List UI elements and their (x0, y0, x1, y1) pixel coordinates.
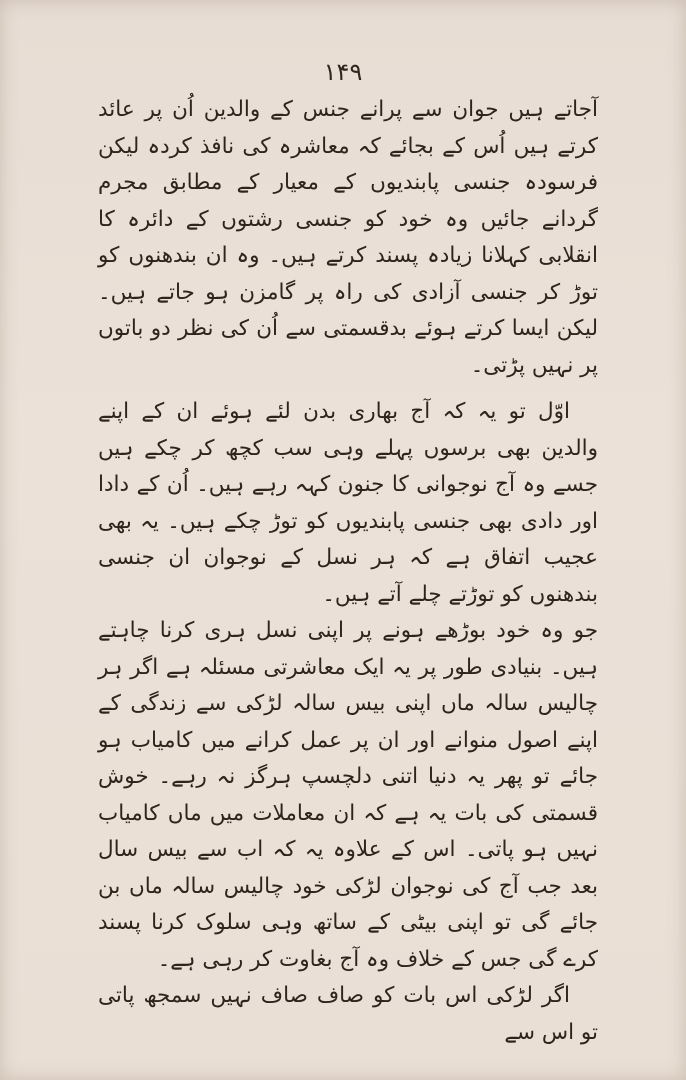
paragraph-1: آجاتے ہیں جوان سے پرانے جنس کے والدین اُن پر عائد کرتے ہیں اُس کے بجائے کہ معاشرہ کی نافذ کردہ لیکن فرسودہ جنسی پابندیوں کے معیار کے مطابق مجرم گردانے جائیں وہ خود کو جنسی رشتوں کے دائرہ کا انقلابی کہلانا زیادہ پسند کرتے ہیں۔ وہ ان بندھنوں کو توڑ کر جنسی آزادی کی راہ پر گامزن ہو جاتے ہیں۔ لیکن ایسا کرتے ہوئے بدقسمتی سے اُن کی نظر دو باتوں پر نہیں پڑتی۔ (98, 97, 598, 378)
page-number: ۱۴۹ (323, 58, 363, 86)
paragraph-3: جو وہ خود بوڑھے ہونے پر اپنی نسل ہری کرنا چاہتے ہیں۔ بنیادی طور پر یہ ایک معاشرتی مسئلہ ہے اگر ہر چالیس سالہ ماں اپنی بیس سالہ لڑکی سے زندگی کے اپنے اصول منوانے اور ان پر عمل کرانے میں کامیاب ہو جائے تو پھر یہ دنیا اتنی دلچسپ ہرگز نہ رہے۔ خوش قسمتی کی بات یہ ہے کہ ان معاملات میں ماں کامیاب نہیں ہو پاتی۔ اس کے علاوہ یہ کہ اب سے بیس سال بعد جب آج کی نوجوان لڑکی خود چالیس سالہ ماں بن جائے گی تو اپنی بیٹی کے ساتھ وہی سلوک کرنا پسند کرے گی جس کے خلاف وہ آج بغاوت کر رہی ہے۔ (98, 618, 598, 972)
paragraph-2: اوّل تو یہ کہ آج بھاری بدن لئے ہوئے ان کے اپنے والدین بھی برسوں پہلے وہی سب کچھ کر چکے ہیں جسے وہ آج نوجوانی کا جنون کہہ رہے ہیں۔ اُن کے دادا اور دادی بھی جنسی پابندیوں کو توڑ چکے ہیں۔ یہ بھی عجیب اتفاق ہے کہ ہر نسل کے نوجوان ان جنسی بندھنوں کو توڑتے چلے آتے ہیں۔ (98, 399, 598, 607)
paragraph-gap (98, 384, 598, 394)
page-body-text (98, 92, 598, 1051)
paragraph-4: اگر لڑکی اس بات کو صاف صاف نہیں سمجھ پاتی تو اس سے (98, 983, 598, 1045)
